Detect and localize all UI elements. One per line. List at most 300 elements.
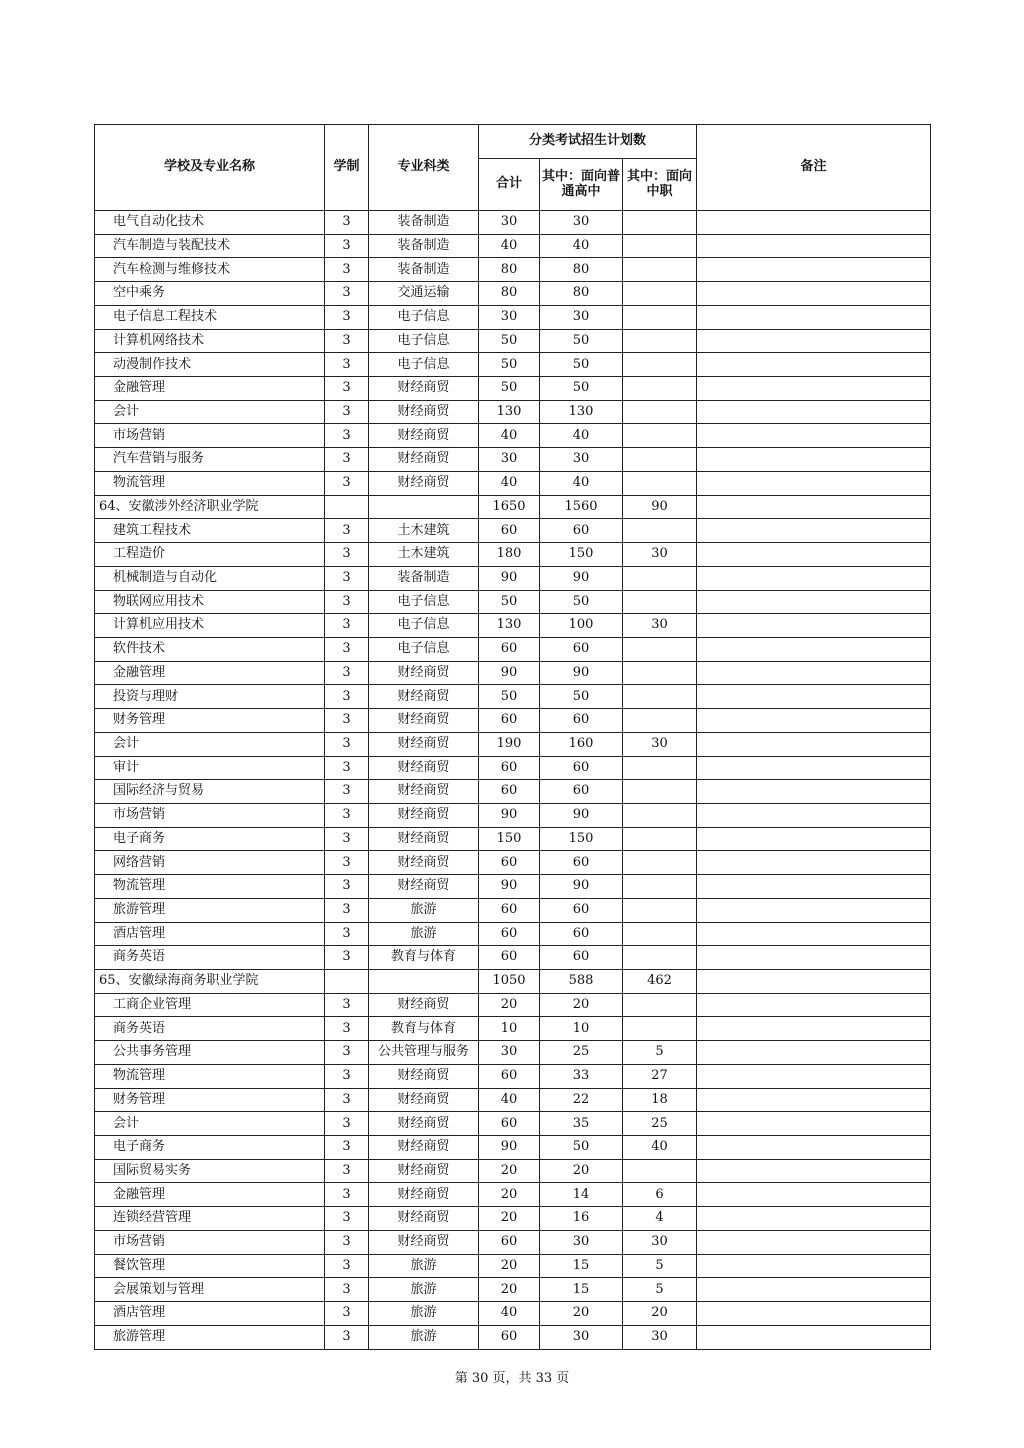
school-row [95, 970, 931, 994]
cell-remarks [697, 258, 931, 282]
cell-vocational [623, 519, 697, 543]
cell-remarks [697, 211, 931, 235]
cell-remarks [697, 519, 931, 543]
cell-name: 工程造价 [95, 543, 325, 567]
cell-remarks [697, 993, 931, 1017]
cell-years: 3 [325, 400, 369, 424]
cell-category: 旅游 [369, 1278, 479, 1302]
header-years: 学制 [325, 125, 369, 211]
cell-name: 电子商务 [95, 827, 325, 851]
cell-total: 60 [479, 519, 540, 543]
cell-name: 酒店管理 [95, 1302, 325, 1326]
cell-general: 30 [540, 1325, 623, 1349]
cell-total: 60 [479, 898, 540, 922]
cell-name: 公共事务管理 [95, 1041, 325, 1065]
cell-general: 150 [540, 827, 623, 851]
table-row [95, 1302, 931, 1326]
table-row [95, 400, 931, 424]
cell-vocational [623, 803, 697, 827]
cell-total: 60 [479, 780, 540, 804]
header-category: 专业科类 [369, 125, 479, 211]
cell-total: 20 [479, 1278, 540, 1302]
cell-general: 33 [540, 1064, 623, 1088]
cell-remarks [697, 1302, 931, 1326]
cell-general: 130 [540, 400, 623, 424]
cell-vocational: 6 [623, 1183, 697, 1207]
cell-total: 40 [479, 1302, 540, 1326]
cell-general: 50 [540, 685, 623, 709]
header-plan-group: 分类考试招生计划数 [479, 125, 697, 159]
cell-remarks [697, 282, 931, 306]
cell-years: 3 [325, 543, 369, 567]
cell-years: 3 [325, 1136, 369, 1160]
table-row [95, 732, 931, 756]
cell-general: 80 [540, 258, 623, 282]
cell-vocational [623, 1017, 697, 1041]
cell-category: 电子信息 [369, 353, 479, 377]
cell-years: 3 [325, 377, 369, 401]
table-row [95, 1230, 931, 1254]
cell-category: 财经商贸 [369, 1088, 479, 1112]
cell-name: 物联网应用技术 [95, 590, 325, 614]
table-row [95, 211, 931, 235]
cell-category: 旅游 [369, 922, 479, 946]
cell-vocational [623, 377, 697, 401]
cell-name: 财务管理 [95, 709, 325, 733]
cell-name: 金融管理 [95, 661, 325, 685]
cell-remarks [697, 1017, 931, 1041]
cell-name: 物流管理 [95, 875, 325, 899]
table-row [95, 1017, 931, 1041]
cell-remarks [697, 1136, 931, 1160]
cell-remarks [697, 875, 931, 899]
cell-general: 60 [540, 637, 623, 661]
cell-name: 机械制造与自动化 [95, 566, 325, 590]
cell-category: 财经商贸 [369, 424, 479, 448]
cell-total: 40 [479, 424, 540, 448]
table-row [95, 424, 931, 448]
table-row [95, 1136, 931, 1160]
table-row [95, 1183, 931, 1207]
cell-category: 旅游 [369, 1254, 479, 1278]
cell-name: 汽车营销与服务 [95, 448, 325, 472]
cell-years: 3 [325, 1302, 369, 1326]
page-number: 第 30 页，共 33 页 [454, 1371, 570, 1386]
cell-remarks [697, 898, 931, 922]
cell-name: 物流管理 [95, 1064, 325, 1088]
cell-remarks [697, 1112, 931, 1136]
cell-general: 60 [540, 922, 623, 946]
cell-vocational [623, 1159, 697, 1183]
cell-remarks [697, 1088, 931, 1112]
cell-general: 30 [540, 305, 623, 329]
cell-total: 30 [479, 448, 540, 472]
table-row [95, 590, 931, 614]
cell-years: 3 [325, 1159, 369, 1183]
header-vocational: 其中：面向中职 [623, 159, 697, 211]
table-row [95, 566, 931, 590]
table-row [95, 519, 931, 543]
cell-vocational: 5 [623, 1254, 697, 1278]
cell-vocational [623, 329, 697, 353]
cell-total: 90 [479, 875, 540, 899]
cell-vocational [623, 305, 697, 329]
cell-vocational: 30 [623, 1325, 697, 1349]
cell-remarks [697, 756, 931, 780]
cell-total: 50 [479, 353, 540, 377]
cell-total: 40 [479, 1088, 540, 1112]
cell-name: 汽车检测与维修技术 [95, 258, 325, 282]
cell-years: 3 [325, 566, 369, 590]
cell-general: 160 [540, 732, 623, 756]
cell-years: 3 [325, 946, 369, 970]
cell-general: 25 [540, 1041, 623, 1065]
table-row [95, 709, 931, 733]
cell-category: 财经商贸 [369, 1159, 479, 1183]
cell-name: 计算机应用技术 [95, 614, 325, 638]
cell-years: 3 [325, 756, 369, 780]
cell-vocational [623, 993, 697, 1017]
cell-remarks [697, 471, 931, 495]
cell-name: 连锁经营管理 [95, 1207, 325, 1231]
cell-years: 3 [325, 661, 369, 685]
cell-years: 3 [325, 993, 369, 1017]
cell-years: 3 [325, 685, 369, 709]
cell-vocational [623, 471, 697, 495]
cell-vocational: 40 [623, 1136, 697, 1160]
cell-vocational [623, 875, 697, 899]
cell-category: 电子信息 [369, 614, 479, 638]
table-row [95, 543, 931, 567]
cell-vocational [623, 400, 697, 424]
table-row [95, 471, 931, 495]
cell-category: 财经商贸 [369, 851, 479, 875]
cell-category: 财经商贸 [369, 1207, 479, 1231]
cell-general: 60 [540, 851, 623, 875]
cell-total: 40 [479, 234, 540, 258]
cell-total: 1650 [479, 495, 540, 519]
cell-remarks [697, 780, 931, 804]
cell-total: 60 [479, 637, 540, 661]
cell-name: 电子信息工程技术 [95, 305, 325, 329]
cell-general: 14 [540, 1183, 623, 1207]
cell-years: 3 [325, 1278, 369, 1302]
cell-category: 交通运输 [369, 282, 479, 306]
table-row [95, 614, 931, 638]
cell-vocational [623, 566, 697, 590]
cell-years: 3 [325, 898, 369, 922]
cell-years: 3 [325, 1041, 369, 1065]
cell-years: 3 [325, 211, 369, 235]
cell-vocational [623, 851, 697, 875]
table-row [95, 685, 931, 709]
cell-years: 3 [325, 353, 369, 377]
cell-name: 市场营销 [95, 1230, 325, 1254]
cell-vocational [623, 637, 697, 661]
cell-general: 60 [540, 709, 623, 733]
cell-remarks [697, 1207, 931, 1231]
cell-name: 金融管理 [95, 377, 325, 401]
cell-name: 会计 [95, 400, 325, 424]
cell-years: 3 [325, 329, 369, 353]
table-row [95, 1325, 931, 1349]
cell-name: 市场营销 [95, 803, 325, 827]
cell-years: 3 [325, 732, 369, 756]
cell-years: 3 [325, 1183, 369, 1207]
cell-category: 财经商贸 [369, 732, 479, 756]
cell-remarks [697, 1230, 931, 1254]
cell-general: 90 [540, 803, 623, 827]
cell-category: 财经商贸 [369, 709, 479, 733]
cell-years [325, 495, 369, 519]
table-row [95, 448, 931, 472]
cell-years: 3 [325, 1112, 369, 1136]
table-row [95, 1041, 931, 1065]
cell-name: 投资与理财 [95, 685, 325, 709]
cell-vocational: 30 [623, 1230, 697, 1254]
cell-remarks [697, 922, 931, 946]
cell-remarks [697, 827, 931, 851]
cell-remarks [697, 543, 931, 567]
table-row [95, 1207, 931, 1231]
cell-category: 财经商贸 [369, 661, 479, 685]
cell-vocational [623, 282, 697, 306]
cell-name: 网络营销 [95, 851, 325, 875]
cell-general: 90 [540, 661, 623, 685]
cell-category: 财经商贸 [369, 780, 479, 804]
cell-vocational [623, 211, 697, 235]
cell-remarks [697, 424, 931, 448]
cell-years [325, 970, 369, 994]
cell-category: 财经商贸 [369, 1183, 479, 1207]
cell-remarks [697, 377, 931, 401]
cell-vocational [623, 258, 697, 282]
cell-total: 190 [479, 732, 540, 756]
cell-years: 3 [325, 803, 369, 827]
table-row [95, 803, 931, 827]
cell-years: 3 [325, 305, 369, 329]
cell-name: 国际经济与贸易 [95, 780, 325, 804]
cell-years: 3 [325, 471, 369, 495]
cell-remarks [697, 400, 931, 424]
cell-years: 3 [325, 1230, 369, 1254]
header-remarks: 备注 [697, 125, 931, 211]
cell-total: 80 [479, 282, 540, 306]
cell-vocational [623, 756, 697, 780]
cell-name: 餐饮管理 [95, 1254, 325, 1278]
cell-total: 50 [479, 590, 540, 614]
cell-years: 3 [325, 851, 369, 875]
cell-general: 50 [540, 377, 623, 401]
cell-total: 130 [479, 614, 540, 638]
cell-category: 财经商贸 [369, 1064, 479, 1088]
cell-remarks [697, 637, 931, 661]
cell-general: 60 [540, 780, 623, 804]
cell-years: 3 [325, 780, 369, 804]
cell-general: 30 [540, 1230, 623, 1254]
cell-name: 金融管理 [95, 1183, 325, 1207]
cell-category: 财经商贸 [369, 1136, 479, 1160]
cell-vocational: 25 [623, 1112, 697, 1136]
cell-category: 财经商贸 [369, 875, 479, 899]
cell-total: 60 [479, 922, 540, 946]
cell-years: 3 [325, 922, 369, 946]
cell-vocational [623, 590, 697, 614]
cell-years: 3 [325, 1064, 369, 1088]
cell-remarks [697, 1183, 931, 1207]
cell-general: 90 [540, 566, 623, 590]
cell-category: 旅游 [369, 1302, 479, 1326]
school-row [95, 495, 931, 519]
cell-name: 物流管理 [95, 471, 325, 495]
cell-general: 50 [540, 329, 623, 353]
cell-total: 30 [479, 1041, 540, 1065]
cell-remarks [697, 234, 931, 258]
table-row [95, 898, 931, 922]
cell-general: 1560 [540, 495, 623, 519]
cell-total: 20 [479, 1159, 540, 1183]
cell-years: 3 [325, 614, 369, 638]
cell-category: 财经商贸 [369, 685, 479, 709]
cell-years: 3 [325, 827, 369, 851]
cell-general: 150 [540, 543, 623, 567]
cell-total: 60 [479, 756, 540, 780]
cell-category: 电子信息 [369, 329, 479, 353]
cell-years: 3 [325, 1207, 369, 1231]
header-school-major: 学校及专业名称 [95, 125, 325, 211]
cell-remarks [697, 1064, 931, 1088]
cell-total: 20 [479, 993, 540, 1017]
cell-remarks [697, 353, 931, 377]
cell-category: 电子信息 [369, 590, 479, 614]
cell-name: 电气自动化技术 [95, 211, 325, 235]
cell-vocational: 18 [623, 1088, 697, 1112]
cell-total: 10 [479, 1017, 540, 1041]
cell-remarks [697, 448, 931, 472]
cell-name: 财务管理 [95, 1088, 325, 1112]
cell-years: 3 [325, 234, 369, 258]
cell-general: 22 [540, 1088, 623, 1112]
cell-remarks [697, 329, 931, 353]
cell-name: 旅游管理 [95, 1325, 325, 1349]
table-row [95, 1064, 931, 1088]
cell-vocational [623, 353, 697, 377]
cell-years: 3 [325, 875, 369, 899]
table-row [95, 305, 931, 329]
table-row [95, 258, 931, 282]
cell-total: 30 [479, 211, 540, 235]
cell-total: 60 [479, 1064, 540, 1088]
cell-general: 20 [540, 1302, 623, 1326]
table-row [95, 282, 931, 306]
cell-total: 30 [479, 305, 540, 329]
cell-years: 3 [325, 282, 369, 306]
cell-name: 软件技术 [95, 637, 325, 661]
cell-years: 3 [325, 258, 369, 282]
cell-general: 16 [540, 1207, 623, 1231]
cell-name: 国际贸易实务 [95, 1159, 325, 1183]
cell-name: 酒店管理 [95, 922, 325, 946]
cell-general: 80 [540, 282, 623, 306]
cell-name: 会计 [95, 732, 325, 756]
table-row [95, 1088, 931, 1112]
cell-general: 15 [540, 1254, 623, 1278]
enrollment-plan-table [94, 124, 931, 1350]
cell-remarks [697, 803, 931, 827]
cell-remarks [697, 970, 931, 994]
cell-total: 60 [479, 709, 540, 733]
cell-category: 装备制造 [369, 211, 479, 235]
cell-name: 汽车制造与装配技术 [95, 234, 325, 258]
table-row [95, 875, 931, 899]
cell-category: 电子信息 [369, 637, 479, 661]
cell-category: 教育与体育 [369, 946, 479, 970]
cell-total: 90 [479, 566, 540, 590]
cell-years: 3 [325, 709, 369, 733]
cell-years: 3 [325, 519, 369, 543]
cell-category: 财经商贸 [369, 377, 479, 401]
cell-years: 3 [325, 424, 369, 448]
cell-total: 80 [479, 258, 540, 282]
cell-vocational: 27 [623, 1064, 697, 1088]
cell-total: 20 [479, 1207, 540, 1231]
cell-category: 财经商贸 [369, 448, 479, 472]
cell-category: 财经商贸 [369, 1112, 479, 1136]
cell-total: 40 [479, 471, 540, 495]
cell-general: 50 [540, 590, 623, 614]
cell-category: 装备制造 [369, 258, 479, 282]
table-body [95, 211, 931, 1350]
header-general-high-school: 其中：面向普通高中 [540, 159, 623, 211]
cell-remarks [697, 305, 931, 329]
table-row [95, 234, 931, 258]
cell-name: 计算机网络技术 [95, 329, 325, 353]
cell-name: 65、安徽绿海商务职业学院 [95, 970, 325, 994]
cell-remarks [697, 1325, 931, 1349]
cell-total: 50 [479, 685, 540, 709]
cell-total: 60 [479, 1325, 540, 1349]
cell-name: 电子商务 [95, 1136, 325, 1160]
cell-category: 电子信息 [369, 305, 479, 329]
cell-total: 50 [479, 329, 540, 353]
cell-remarks [697, 1159, 931, 1183]
cell-name: 64、安徽涉外经济职业学院 [95, 495, 325, 519]
cell-years: 3 [325, 637, 369, 661]
cell-category [369, 970, 479, 994]
cell-total: 1050 [479, 970, 540, 994]
cell-remarks [697, 851, 931, 875]
cell-years: 3 [325, 1088, 369, 1112]
cell-category: 财经商贸 [369, 827, 479, 851]
cell-remarks [697, 590, 931, 614]
cell-category: 公共管理与服务 [369, 1041, 479, 1065]
cell-remarks [697, 732, 931, 756]
cell-total: 90 [479, 661, 540, 685]
cell-vocational [623, 922, 697, 946]
table-row [95, 1112, 931, 1136]
table-row [95, 1278, 931, 1302]
cell-remarks [697, 685, 931, 709]
table-row [95, 353, 931, 377]
cell-vocational: 30 [623, 614, 697, 638]
table-row [95, 756, 931, 780]
cell-vocational [623, 898, 697, 922]
cell-vocational: 5 [623, 1278, 697, 1302]
cell-vocational: 4 [623, 1207, 697, 1231]
cell-general: 15 [540, 1278, 623, 1302]
cell-remarks [697, 1254, 931, 1278]
cell-vocational: 90 [623, 495, 697, 519]
